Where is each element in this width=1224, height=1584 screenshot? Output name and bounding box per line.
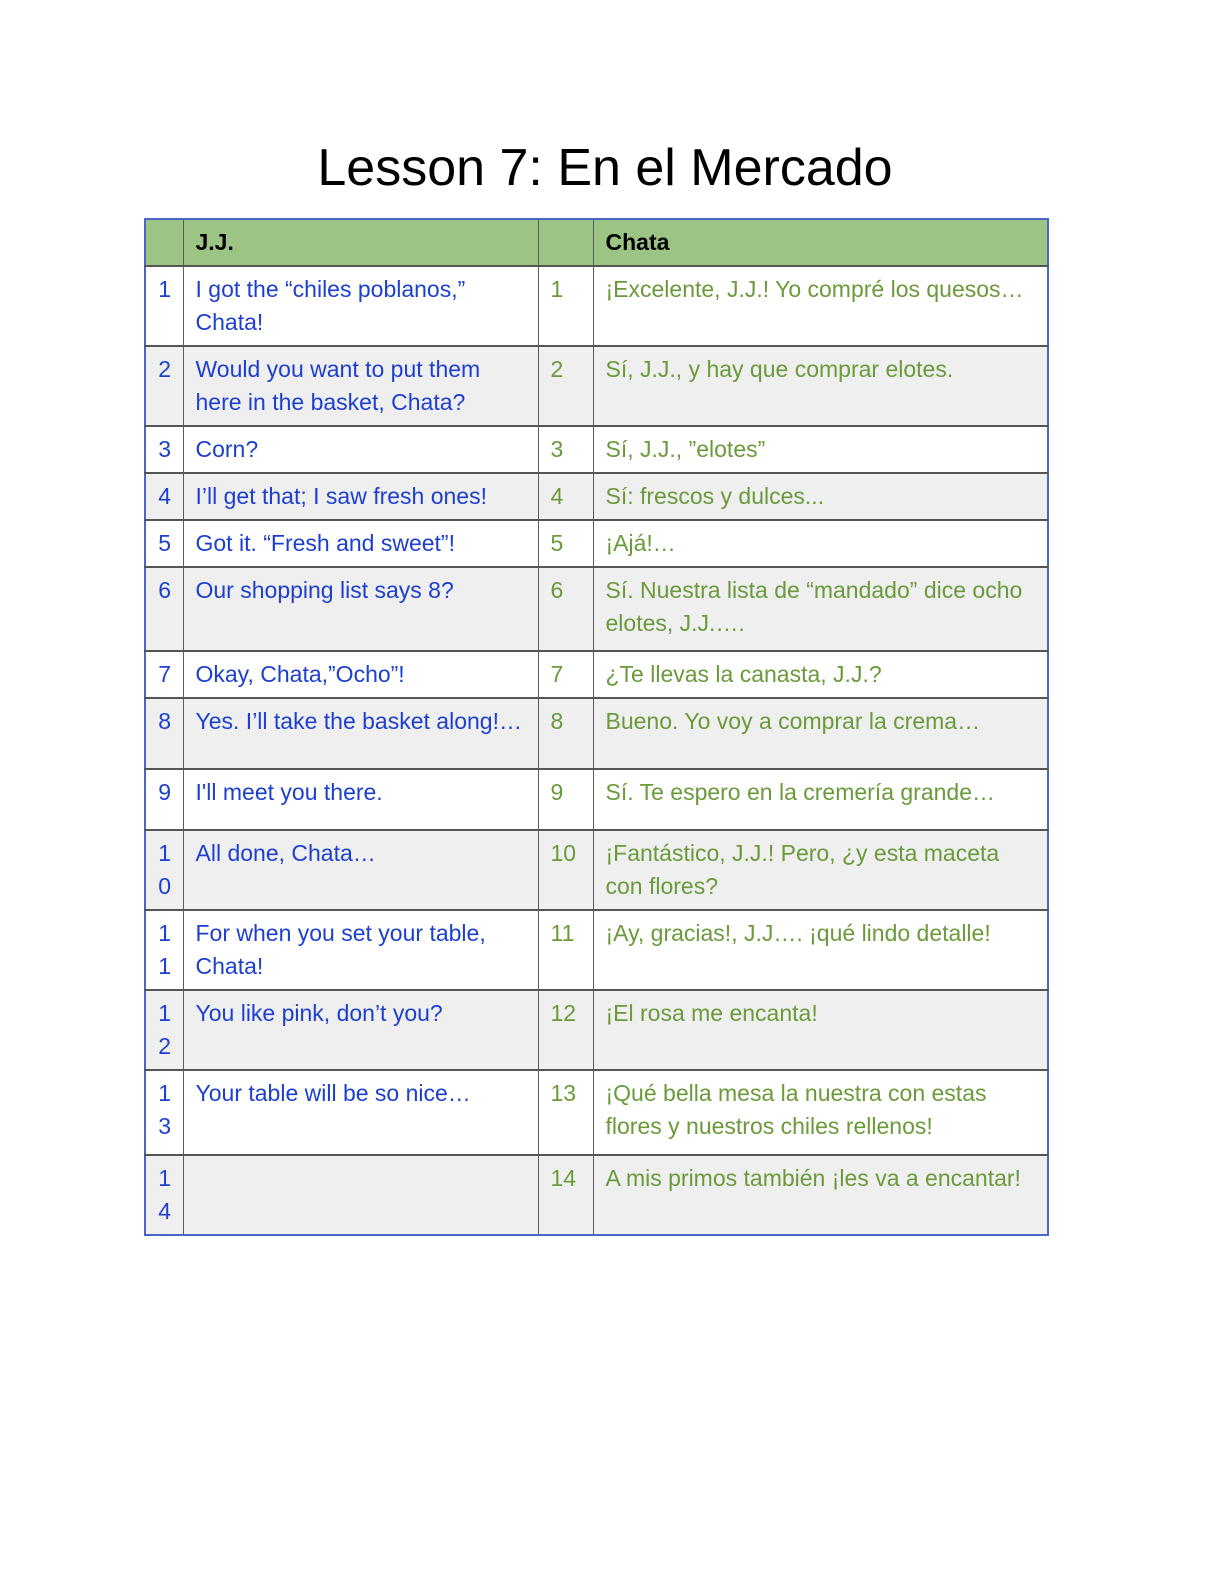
jj-line-number <box>145 910 183 990</box>
chata-line: ¡El rosa me encanta! <box>593 990 1048 1070</box>
jj-line: I'll meet you there. <box>183 769 538 830</box>
chata-line: ¡Ajá!… <box>593 520 1048 567</box>
chata-line-number: 10 <box>538 830 593 910</box>
table-row <box>145 567 1048 651</box>
table-row <box>145 426 1048 473</box>
jj-line-number <box>145 698 183 769</box>
jj-line-number <box>145 266 183 346</box>
header-jj: J.J. <box>183 219 538 266</box>
jj-line-number <box>145 567 183 651</box>
chata-line: Sí. Te espero en la cremería grande… <box>593 769 1048 830</box>
chata-line-number: 1 <box>538 266 593 346</box>
chata-line: ¡Qué bella mesa la nuestra con estas flores y nuestros chiles rellenos! <box>593 1070 1048 1155</box>
chata-line: Sí: frescos y dulces... <box>593 473 1048 520</box>
jj-line-number <box>145 520 183 567</box>
jj-line-number-text: 3 <box>158 436 172 462</box>
jj-line-number-text: 7 <box>158 661 172 687</box>
chata-line: ¡Excelente, J.J.! Yo compré los quesos… <box>593 266 1048 346</box>
chata-line-number: 8 <box>538 698 593 769</box>
chata-line: Bueno. Yo voy a comprar la crema… <box>593 698 1048 769</box>
jj-line-number <box>145 990 183 1070</box>
jj-line: For when you set your table, Chata! <box>183 910 538 990</box>
jj-line-number-text: 4 <box>158 483 172 509</box>
chata-line: Sí. Nuestra lista de “mandado” dice ocho elotes, J.J.…. <box>593 567 1048 651</box>
chata-line: ¡Ay, gracias!, J.J…. ¡qué lindo detalle! <box>593 910 1048 990</box>
jj-line: Our shopping list says 8? <box>183 567 538 651</box>
chata-line: A mis primos también ¡les va a encantar! <box>593 1155 1048 1235</box>
jj-line-number-text: 14 <box>158 1165 172 1224</box>
table-row <box>145 910 1048 990</box>
table-row <box>145 698 1048 769</box>
chata-line: Sí, J.J., y hay que comprar elotes. <box>593 346 1048 426</box>
chata-line: Sí, J.J., ”elotes” <box>593 426 1048 473</box>
jj-line-number <box>145 651 183 698</box>
header-number-chata <box>538 219 593 266</box>
jj-line: I’ll get that; I saw fresh ones! <box>183 473 538 520</box>
page-title: Lesson 7: En el Mercado <box>317 139 893 197</box>
chata-line-number: 13 <box>538 1070 593 1155</box>
jj-line: I got the “chiles poblanos,” Chata! <box>183 266 538 346</box>
jj-line-number <box>145 1155 183 1235</box>
jj-line: Corn? <box>183 426 538 473</box>
chata-line-number: 2 <box>538 346 593 426</box>
jj-line: Would you want to put them here in the basket, Chata? <box>183 346 538 426</box>
jj-line-number-text: 8 <box>158 708 172 734</box>
jj-line: Yes. I’ll take the basket along!… <box>183 698 538 769</box>
table-row <box>145 769 1048 830</box>
jj-line-number <box>145 769 183 830</box>
table-row <box>145 830 1048 910</box>
table-row <box>145 1070 1048 1155</box>
jj-line-number-text: 12 <box>158 1000 172 1059</box>
table-row <box>145 990 1048 1070</box>
header-chata: Chata <box>593 219 1048 266</box>
chata-line: ¡Fantástico, J.J.! Pero, ¿y esta maceta con flores? <box>593 830 1048 910</box>
jj-line-number <box>145 1070 183 1155</box>
chata-line-number: 14 <box>538 1155 593 1235</box>
jj-line-number <box>145 473 183 520</box>
jj-line: Your table will be so nice… <box>183 1070 538 1155</box>
jj-line-number <box>145 346 183 426</box>
table-row <box>145 1155 1048 1235</box>
header-number-jj <box>145 219 183 266</box>
jj-line: Got it. “Fresh and sweet”! <box>183 520 538 567</box>
chata-line-number: 11 <box>538 910 593 990</box>
table-row <box>145 473 1048 520</box>
jj-line-number <box>145 426 183 473</box>
table-row <box>145 651 1048 698</box>
jj-line-number-text: 1 <box>158 276 172 302</box>
chata-line-number: 3 <box>538 426 593 473</box>
jj-line: All done, Chata… <box>183 830 538 910</box>
jj-line: Okay, Chata,”Ocho”! <box>183 651 538 698</box>
dialogue-table <box>144 218 1049 1236</box>
jj-line-number-text: 13 <box>158 1080 172 1139</box>
chata-line-number: 4 <box>538 473 593 520</box>
table-row <box>145 266 1048 346</box>
jj-line-number <box>145 830 183 910</box>
table-row <box>145 346 1048 426</box>
jj-line-number-text: 11 <box>158 920 172 979</box>
chata-line-number: 12 <box>538 990 593 1070</box>
table-header-row <box>145 219 1048 266</box>
jj-line-number-text: 10 <box>158 840 172 899</box>
table-row <box>145 520 1048 567</box>
jj-line-number-text: 5 <box>158 530 172 556</box>
chata-line-number: 5 <box>538 520 593 567</box>
chata-line-number: 7 <box>538 651 593 698</box>
jj-line-number-text: 2 <box>158 356 172 382</box>
chata-line: ¿Te llevas la canasta, J.J.? <box>593 651 1048 698</box>
chata-line-number: 9 <box>538 769 593 830</box>
chata-line-number: 6 <box>538 567 593 651</box>
jj-line-number-text: 9 <box>158 779 172 805</box>
jj-line: You like pink, don’t you? <box>183 990 538 1070</box>
jj-line <box>183 1155 538 1235</box>
jj-line-number-text: 6 <box>158 577 172 603</box>
